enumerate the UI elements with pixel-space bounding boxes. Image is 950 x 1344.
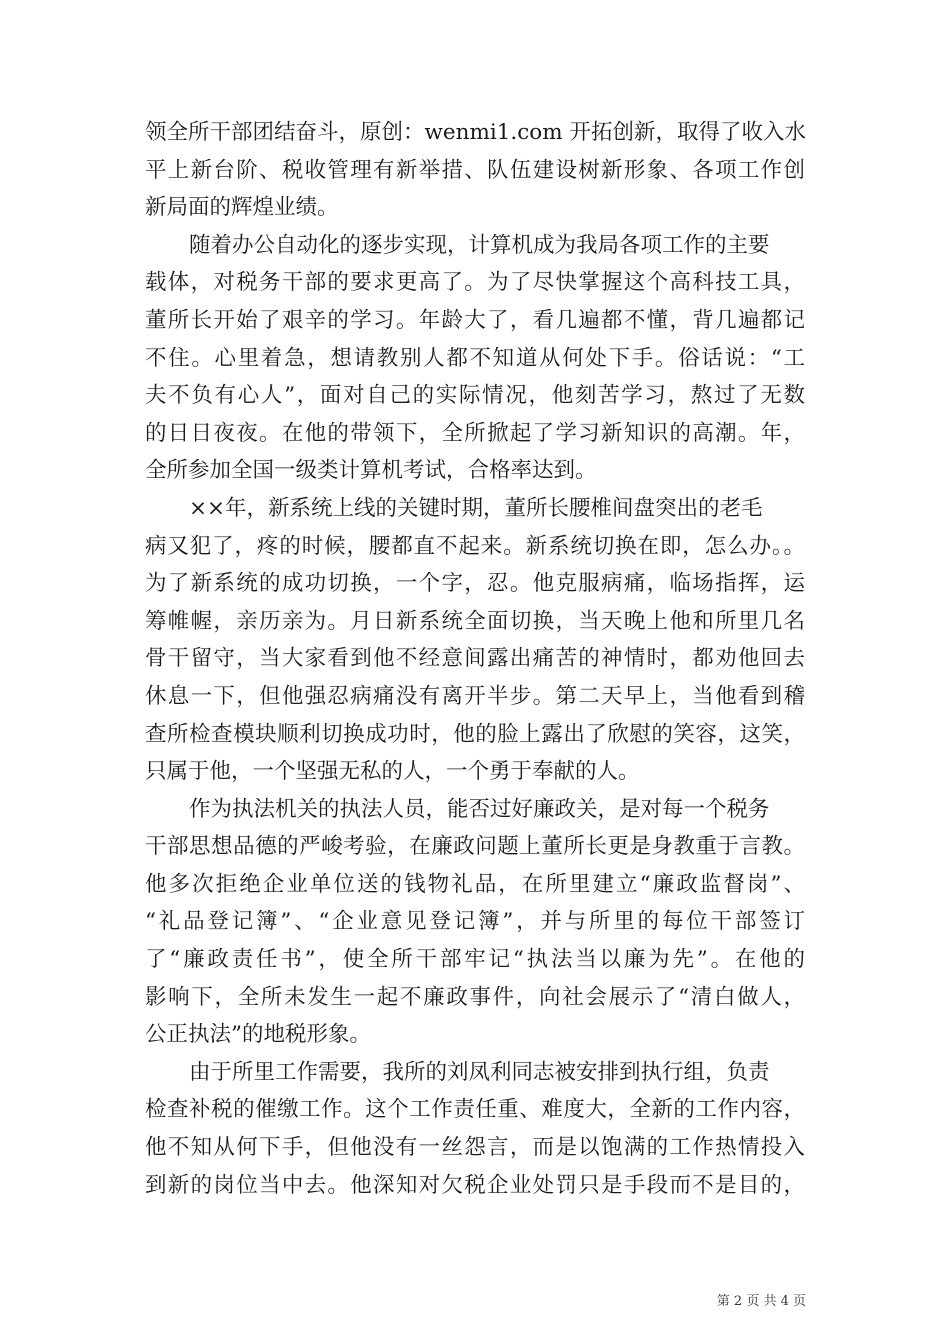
- text-line: 他多次拒绝企业单位送的钱物礼品，在所里建立“廉政监督岗”、: [145, 871, 805, 897]
- text-line: 董所长开始了艰辛的学习。年龄大了，看几遍都不懂，背几遍都记: [145, 307, 805, 333]
- text-line: 骨干留守，当大家看到他不经意间露出痛苦的神情时，都劝他回去: [145, 646, 805, 672]
- text-line: 了“廉政责任书”，使全所干部牢记“执法当以廉为先”。在他的: [145, 947, 805, 973]
- text-line: 只属于他，一个坚强无私的人，一个勇于奉献的人。: [145, 759, 640, 785]
- text-line: 夫不负有心人”，面对自己的实际情况，他刻苦学习，熬过了无数: [145, 383, 805, 409]
- text-line: 影响下，全所未发生一起不廉政事件，向社会展示了“清白做人，: [145, 984, 805, 1010]
- text-line: 检查补税的催缴工作。这个工作责任重、难度大，全新的工作内容，: [145, 1097, 805, 1123]
- paragraph-first-line: 由于所里工作需要，我所的刘凤利同志被安排到执行组，负责: [189, 1059, 770, 1085]
- text-line: 的日日夜夜。在他的带领下，全所掀起了学习新知识的高潮。年，: [145, 420, 805, 446]
- text-line: 载体，对税务干部的要求更高了。为了尽快掌握这个高科技工具，: [145, 270, 805, 296]
- text-line: 全所参加全国一级类计算机考试，合格率达到。: [145, 458, 597, 484]
- paragraph-first-line: 随着办公自动化的逐步实现，计算机成为我局各项工作的主要: [189, 232, 770, 258]
- text-line: 到新的岗位当中去。他深知对欠税企业处罚只是手段而不是目的，: [145, 1172, 805, 1198]
- text-line: 干部思想品德的严峻考验，在廉政问题上董所长更是身教重于言教。: [145, 834, 805, 860]
- text-line: 休息一下，但他强忍病痛没有离开半步。第二天早上，当他看到稽: [145, 683, 805, 709]
- document-body: [145, 114, 805, 1204]
- text-line: 筹帷幄，亲历亲为。月日新系统全面切换，当天晚上他和所里几名: [145, 608, 805, 634]
- text-line: 平上新台阶、税收管理有新举措、队伍建设树新形象、各项工作创: [145, 157, 805, 183]
- text-line: 他不知从何下手，但他没有一丝怨言，而是以饱满的工作热情投入: [145, 1135, 805, 1161]
- text-line: “礼品登记簿”、“企业意见登记簿”，并与所里的每位干部签订: [145, 909, 805, 935]
- text-line: 领全所干部团结奋斗，原创：wenmi1.com 开拓创新，取得了收入水: [145, 120, 806, 145]
- paragraph-first-line: ××年，新系统上线的关键时期，董所长腰椎间盘突出的老毛: [189, 495, 763, 521]
- page-number: 第 2 页 共 4 页: [716, 1294, 806, 1309]
- text-line: 为了新系统的成功切换，一个字，忍。他克服病痛，临场指挥，运: [145, 571, 805, 597]
- text-line: 新局面的辉煌业绩。: [145, 195, 339, 221]
- text-line: 病又犯了，疼的时候，腰都直不起来。新系统切换在即，怎么办。。: [145, 533, 805, 559]
- text-line: 公正执法”的地税形象。: [145, 1022, 371, 1048]
- paragraph-first-line: 作为执法机关的执法人员，能否过好廉政关，是对每一个税务: [189, 796, 770, 822]
- text-line: 查所检查模块顺利切换成功时，他的脸上露出了欣慰的笑容，这笑，: [145, 721, 805, 747]
- text-line: 不住。心里着急，想请教别人都不知道从何处下手。俗话说：“工: [145, 345, 805, 371]
